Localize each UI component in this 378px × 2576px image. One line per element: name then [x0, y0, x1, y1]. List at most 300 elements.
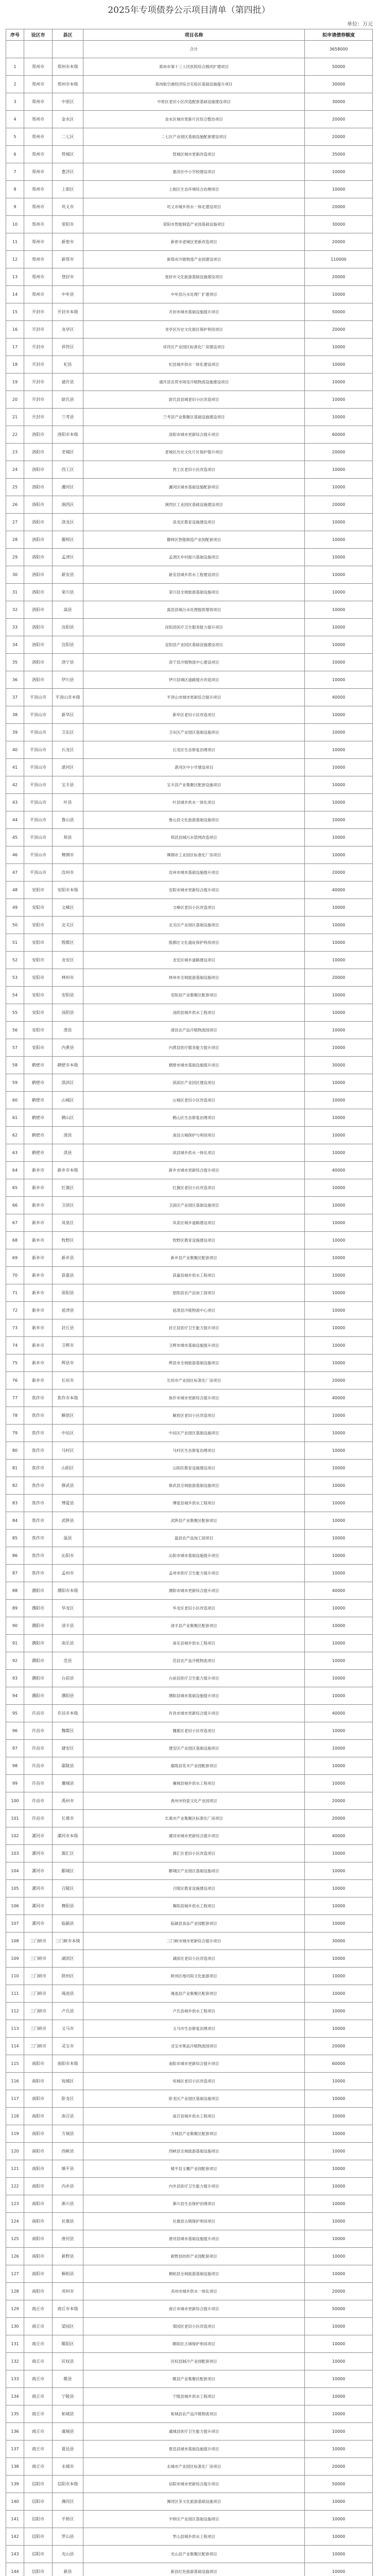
row-city: 南阳市 — [24, 2230, 53, 2248]
row-index: 141 — [6, 2511, 24, 2528]
row-city: 三门峡市 — [24, 2038, 53, 2055]
row-amount: 10000 — [305, 338, 373, 356]
row-amount: 10000 — [305, 479, 373, 496]
table-row — [6, 1197, 373, 1214]
table-row — [6, 1389, 373, 1407]
row-amount: 10000 — [305, 636, 373, 654]
table-row — [6, 2423, 373, 2441]
table-row — [6, 1179, 373, 1197]
row-city: 焦作市 — [24, 1512, 53, 1530]
row-index: 136 — [6, 2423, 24, 2441]
row-city: 信阳市 — [24, 2528, 53, 2546]
row-city: 洛阳市 — [24, 531, 53, 549]
table-row — [6, 549, 373, 566]
row-city: 平顶山市 — [24, 706, 53, 724]
row-county: 浉河区 — [53, 2493, 83, 2511]
row-index: 4 — [6, 111, 24, 128]
row-project-name: 邓州市城乡供水一体化项目 — [83, 2283, 305, 2300]
row-amount: 10000 — [305, 952, 373, 969]
row-amount: 10000 — [305, 1425, 373, 1442]
row-project-name: 西工区老旧小区改造项目 — [83, 461, 305, 479]
row-city: 鹤壁市 — [24, 1109, 53, 1127]
row-amount: 10000 — [305, 2493, 373, 2511]
row-amount: 10000 — [305, 1915, 373, 1933]
table-row — [6, 969, 373, 987]
row-county: 安阳市本级 — [53, 882, 83, 899]
row-amount: 10000 — [305, 899, 373, 917]
row-index: 24 — [6, 461, 24, 479]
row-project-name: 睢阳区古城保护利用项目 — [83, 2335, 305, 2353]
row-index: 131 — [6, 2335, 24, 2353]
row-city: 焦作市 — [24, 1460, 53, 1477]
row-amount: 10000 — [305, 2423, 373, 2441]
table-row — [6, 1074, 373, 1092]
row-index: 95 — [6, 1705, 24, 1722]
row-index: 138 — [6, 2458, 24, 2476]
row-project-name: 凤泉区城乡道路建设项目 — [83, 1214, 305, 1232]
row-index: 120 — [6, 2143, 24, 2160]
row-project-name: 淇滨区产业园区建设项目 — [83, 1074, 305, 1092]
row-amount: 20000 — [305, 1792, 373, 1810]
row-project-name: 淇县城乡供水一体化项目 — [83, 1144, 305, 1162]
row-index: 79 — [6, 1425, 24, 1442]
row-amount: 10000 — [305, 1109, 373, 1127]
row-project-name: 方城县产业集聚区配套项目 — [83, 2125, 305, 2143]
row-city: 南阳市 — [24, 2125, 53, 2143]
table-row — [6, 2125, 373, 2143]
table-row — [6, 128, 373, 146]
row-county: 金水区 — [53, 111, 83, 128]
row-index: 75 — [6, 1354, 24, 1372]
row-project-name: 管城区城市更新改造项目 — [83, 146, 305, 163]
table-row — [6, 1968, 373, 1985]
table-header-row — [6, 29, 373, 41]
table-row — [6, 2020, 373, 2038]
row-amount: 10000 — [305, 619, 373, 636]
row-county: 鹤壁市本级 — [53, 1057, 83, 1074]
row-index: 1 — [6, 58, 24, 76]
row-city: 新乡市 — [24, 1179, 53, 1197]
row-project-name: 郾城区产业园区基础设施项目 — [83, 1862, 305, 1880]
row-city: 郑州市 — [24, 58, 53, 76]
row-amount: 10000 — [305, 1617, 373, 1635]
table-row — [6, 374, 373, 391]
row-project-name: 永城市产业园区标准化厂房项目 — [83, 2458, 305, 2476]
row-index: 103 — [6, 1845, 24, 1862]
table-row — [6, 1372, 373, 1389]
row-county: 方城县 — [53, 2125, 83, 2143]
row-index: 123 — [6, 2195, 24, 2213]
row-project-name: 武陟县产业集聚区配套项目 — [83, 1512, 305, 1530]
row-county: 鲁山县 — [53, 811, 83, 829]
table-row — [6, 514, 373, 531]
row-county: 清丰县 — [53, 1617, 83, 1635]
row-project-name: 平桥区产业园区基础设施项目 — [83, 2511, 305, 2528]
row-amount: 10000 — [305, 1775, 373, 1792]
row-index: 7 — [6, 163, 24, 181]
table-row — [6, 2511, 373, 2528]
row-county: 光山县 — [53, 2546, 83, 2563]
row-index: 92 — [6, 1652, 24, 1670]
table-row — [6, 1039, 373, 1057]
row-project-name: 新华区老旧小区改造项目 — [83, 706, 305, 724]
row-city: 南阳市 — [24, 2108, 53, 2125]
row-index: 31 — [6, 584, 24, 601]
row-index: 132 — [6, 2353, 24, 2370]
row-project-name: 民权县制冷产业园配套项目 — [83, 2353, 305, 2370]
row-project-name: 新野县纺织产业园配套项目 — [83, 2248, 305, 2265]
row-project-name: 舞钢市工业园区标准化厂房项目 — [83, 846, 305, 864]
row-amount: 30000 — [305, 1933, 373, 1950]
row-county: 修武县 — [53, 1477, 83, 1495]
row-city: 南阳市 — [24, 2160, 53, 2178]
row-index: 104 — [6, 1862, 24, 1880]
row-city: 洛阳市 — [24, 549, 53, 566]
row-city: 开封市 — [24, 409, 53, 426]
table-row — [6, 1722, 373, 1740]
table-row — [6, 1267, 373, 1284]
row-index: 22 — [6, 426, 24, 444]
row-city: 信阳市 — [24, 2563, 53, 2576]
row-city: 信阳市 — [24, 2546, 53, 2563]
row-index: 28 — [6, 531, 24, 549]
row-county: 宜阳县 — [53, 636, 83, 654]
row-project-name: 安阳市城市更新综合提升项目 — [83, 882, 305, 899]
row-city: 安阳市 — [24, 899, 53, 917]
row-index: 54 — [6, 987, 24, 1004]
table-row — [6, 1687, 373, 1705]
row-project-name: 山阳区教育设施建设项目 — [83, 1460, 305, 1477]
row-index: 23 — [6, 444, 24, 461]
row-index: 143 — [6, 2546, 24, 2563]
row-county: 兰考县 — [53, 409, 83, 426]
row-county: 湖滨区 — [53, 1950, 83, 1968]
row-county: 武陟县 — [53, 1512, 83, 1530]
row-project-name: 濮阳市城市更新综合提升项目 — [83, 1582, 305, 1600]
row-index: 100 — [6, 1792, 24, 1810]
row-county: 华龙区 — [53, 1600, 83, 1617]
row-city: 开封市 — [24, 374, 53, 391]
row-amount: 10000 — [305, 1460, 373, 1477]
row-project-name: 淅川县生态保护治理项目 — [83, 2195, 305, 2213]
table-row — [6, 584, 373, 601]
row-amount: 10000 — [305, 1022, 373, 1039]
row-project-name: 西峡县全域旅游基础设施项目 — [83, 2143, 305, 2160]
table-body — [6, 41, 373, 2576]
row-index: 35 — [6, 654, 24, 671]
row-project-name: 滑县农产品冷链物流园项目 — [83, 1022, 305, 1039]
row-amount: 10000 — [305, 1687, 373, 1705]
row-project-name: 新乡市城市更新综合提升项目 — [83, 1162, 305, 1179]
row-city: 濮阳市 — [24, 1687, 53, 1705]
row-amount: 10000 — [305, 1495, 373, 1512]
row-project-name: 新安县城乡供水工程建设项目 — [83, 566, 305, 584]
row-amount: 10000 — [305, 1039, 373, 1057]
table-row — [6, 1442, 373, 1460]
row-county: 马村区 — [53, 1442, 83, 1460]
row-city: 安阳市 — [24, 882, 53, 899]
table-row — [6, 759, 373, 776]
row-city: 安阳市 — [24, 917, 53, 934]
row-project-name: 中牟县污水处理厂扩建项目 — [83, 286, 305, 303]
row-index: 133 — [6, 2370, 24, 2388]
row-project-name: 鹤壁市城市基础设施提升项目 — [83, 1057, 305, 1074]
table-row — [6, 1127, 373, 1144]
row-city: 洛阳市 — [24, 479, 53, 496]
table-row — [6, 1862, 373, 1880]
row-city: 洛阳市 — [24, 584, 53, 601]
row-county: 郑州市本级 — [53, 76, 83, 93]
row-county: 获嘉县 — [53, 1267, 83, 1284]
row-city: 许昌市 — [24, 1810, 53, 1827]
row-index: 69 — [6, 1249, 24, 1267]
row-county: 永城市 — [53, 2458, 83, 2476]
row-project-name: 罗山县城乡供水工程项目 — [83, 2528, 305, 2546]
row-project-name: 获嘉县城乡供水工程项目 — [83, 1267, 305, 1284]
row-amount: 10000 — [305, 1214, 373, 1232]
row-city: 焦作市 — [24, 1530, 53, 1547]
table-row — [6, 444, 373, 461]
row-city: 许昌市 — [24, 1775, 53, 1792]
row-city: 新乡市 — [24, 1214, 53, 1232]
row-index: 101 — [6, 1810, 24, 1827]
table-row — [6, 216, 373, 233]
row-amount: 20000 — [305, 1372, 373, 1389]
row-county: 陕州区 — [53, 1968, 83, 1985]
row-city: 安阳市 — [24, 934, 53, 952]
row-city: 平顶山市 — [24, 776, 53, 794]
table-row — [6, 2213, 373, 2230]
table-row — [6, 776, 373, 794]
row-city: 南阳市 — [24, 2265, 53, 2283]
row-index: 45 — [6, 829, 24, 846]
table-row — [6, 2318, 373, 2335]
row-project-name: 卫滨区产业园区基础设施项目 — [83, 1197, 305, 1214]
row-project-name: 新乡县产业集聚区配套项目 — [83, 1249, 305, 1267]
row-index: 118 — [6, 2108, 24, 2125]
row-project-name: 湖滨区老旧小区改造项目 — [83, 1950, 305, 1968]
table-row — [6, 1162, 373, 1179]
row-project-name: 南阳市城市更新综合提升项目 — [83, 2055, 305, 2073]
row-project-name: 陕州区地坑院文化旅游项目 — [83, 1968, 305, 1985]
row-city: 郑州市 — [24, 251, 53, 268]
row-city: 新乡市 — [24, 1302, 53, 1319]
row-amount: 10000 — [305, 549, 373, 566]
row-county: 上街区 — [53, 181, 83, 198]
row-project-name: 郑州市第十三人民医院综合楼改扩建项目 — [83, 58, 305, 76]
row-amount: 50000 — [305, 2476, 373, 2493]
row-amount: 20000 — [305, 268, 373, 286]
table-row — [6, 2335, 373, 2353]
row-county: 中站区 — [53, 1425, 83, 1442]
table-row — [6, 1757, 373, 1775]
row-project-name: 山城区老旧小区改造项目 — [83, 1092, 305, 1109]
row-amount: 40000 — [305, 1389, 373, 1407]
row-amount: 10000 — [305, 2108, 373, 2125]
table-row — [6, 531, 373, 549]
row-city: 许昌市 — [24, 1740, 53, 1757]
row-index: 76 — [6, 1372, 24, 1389]
row-county: 延津县 — [53, 1302, 83, 1319]
row-index: 62 — [6, 1127, 24, 1144]
table-row — [6, 689, 373, 706]
row-amount: 10000 — [305, 2265, 373, 2283]
row-county: 孟津区 — [53, 549, 83, 566]
row-county: 西工区 — [53, 461, 83, 479]
row-index: 53 — [6, 969, 24, 987]
row-index: 129 — [6, 2300, 24, 2318]
row-project-name: 上街区生态环境综合治理项目 — [83, 181, 305, 198]
row-amount: 30000 — [305, 216, 373, 233]
row-project-name: 荥阳市智能制造产业园基础设施项目 — [83, 216, 305, 233]
row-amount: 10000 — [305, 1302, 373, 1319]
row-project-name: 新密市老城区更新改造项目 — [83, 233, 305, 251]
row-project-name: 卫辉市城市基础设施提升项目 — [83, 1337, 305, 1354]
table-row — [6, 1512, 373, 1530]
row-index: 127 — [6, 2265, 24, 2283]
row-city: 开封市 — [24, 391, 53, 409]
table-row — [6, 829, 373, 846]
row-index: 119 — [6, 2125, 24, 2143]
row-index: 142 — [6, 2528, 24, 2546]
row-city: 商丘市 — [24, 2335, 53, 2353]
row-project-name: 灵宝市果品冷链物流园项目 — [83, 2038, 305, 2055]
row-city: 鹤壁市 — [24, 1057, 53, 1074]
row-index: 36 — [6, 671, 24, 689]
row-project-name: 新县红色旅游基础设施项目 — [83, 2563, 305, 2576]
row-project-name: 修武县全域旅游基础设施项目 — [83, 1477, 305, 1495]
table-row — [6, 321, 373, 338]
row-county: 社旗县 — [53, 2213, 83, 2230]
row-amount: 10000 — [305, 566, 373, 584]
row-county: 北关区 — [53, 917, 83, 934]
row-index: 21 — [6, 409, 24, 426]
table-row — [6, 1302, 373, 1319]
row-amount: 10000 — [305, 917, 373, 934]
table-row — [6, 1915, 373, 1933]
row-index: 89 — [6, 1600, 24, 1617]
row-amount: 10000 — [305, 601, 373, 619]
row-index: 96 — [6, 1722, 24, 1740]
table-row — [6, 952, 373, 969]
row-city: 开封市 — [24, 356, 53, 374]
row-county: 中牟县 — [53, 286, 83, 303]
row-index: 80 — [6, 1442, 24, 1460]
row-index: 126 — [6, 2248, 24, 2265]
table-row — [6, 2476, 373, 2493]
row-amount: 10000 — [305, 1897, 373, 1915]
row-index: 3 — [6, 93, 24, 111]
row-index: 57 — [6, 1039, 24, 1057]
row-project-name: 石龙区生态修复治理项目 — [83, 741, 305, 759]
row-index: 98 — [6, 1757, 24, 1775]
row-county: 新密市 — [53, 233, 83, 251]
row-index: 5 — [6, 128, 24, 146]
table-row — [6, 251, 373, 268]
row-county: 濮阳县 — [53, 1687, 83, 1705]
row-amount: 10000 — [305, 2248, 373, 2265]
document-title: 2025年专项债券公示项目清单（第四批） — [108, 5, 270, 15]
row-project-name: 夏邑县城市基础设施提升项目 — [83, 2441, 305, 2458]
row-index: 15 — [6, 303, 24, 321]
row-amount: 10000 — [305, 671, 373, 689]
table-row — [6, 303, 373, 321]
row-index: 108 — [6, 1933, 24, 1950]
row-project-name: 汝阳县医疗卫生服务能力提升项目 — [83, 619, 305, 636]
row-city: 平顶山市 — [24, 794, 53, 811]
row-amount: 10000 — [305, 2335, 373, 2353]
row-county: 瀍河区 — [53, 479, 83, 496]
table-row — [6, 1249, 373, 1267]
row-project-name: 宜阳县产业园区基础设施建设项目 — [83, 636, 305, 654]
table-row — [6, 654, 373, 671]
row-project-name: 祥符区产业园区标准化厂房建设项目 — [83, 338, 305, 356]
row-amount: 10000 — [305, 1512, 373, 1530]
row-county: 卫东区 — [53, 724, 83, 741]
row-index: 109 — [6, 1950, 24, 1968]
row-county: 睢阳区 — [53, 2335, 83, 2353]
row-project-name: 镇平县玉雕产业园配套项目 — [83, 2160, 305, 2178]
row-county: 襄城县 — [53, 1775, 83, 1792]
row-index: 107 — [6, 1915, 24, 1933]
row-city: 南阳市 — [24, 2195, 53, 2213]
row-county: 唐河县 — [53, 2230, 83, 2248]
row-index: 43 — [6, 794, 24, 811]
table-row — [6, 917, 373, 934]
row-amount: 10000 — [305, 1004, 373, 1022]
row-amount: 10000 — [305, 2090, 373, 2108]
row-project-name: 郏县县城污水管网改造项目 — [83, 829, 305, 846]
row-project-name: 魏都区老旧小区改造项目 — [83, 1722, 305, 1740]
total-city — [24, 41, 53, 58]
row-amount: 10000 — [305, 461, 373, 479]
row-county: 灵宝市 — [53, 2038, 83, 2055]
row-project-name: 牧野区教育设施建设项目 — [83, 1232, 305, 1249]
row-index: 139 — [6, 2476, 24, 2493]
row-city: 郑州市 — [24, 76, 53, 93]
row-county: 禹州市 — [53, 1792, 83, 1810]
row-amount: 60000 — [305, 426, 373, 444]
row-index: 78 — [6, 1407, 24, 1425]
row-amount: 10000 — [305, 2528, 373, 2546]
row-county: 登封市 — [53, 268, 83, 286]
row-county: 洛阳市本级 — [53, 426, 83, 444]
row-amount: 10000 — [305, 654, 373, 671]
row-index: 8 — [6, 181, 24, 198]
table-row — [6, 1845, 373, 1862]
row-city: 三门峡市 — [24, 2003, 53, 2020]
row-amount: 10000 — [305, 1968, 373, 1985]
table-row — [6, 409, 373, 426]
table-row — [6, 198, 373, 216]
row-project-name: 唐河县城市基础设施提升项目 — [83, 2230, 305, 2248]
row-amount: 20000 — [305, 2038, 373, 2055]
row-county: 孟州市 — [53, 1565, 83, 1582]
table-row — [6, 2528, 373, 2546]
row-city: 焦作市 — [24, 1495, 53, 1512]
row-index: 47 — [6, 864, 24, 882]
table-row — [6, 1950, 373, 1968]
table-row — [6, 1897, 373, 1915]
row-index: 112 — [6, 2003, 24, 2020]
row-amount: 10000 — [305, 1249, 373, 1267]
table-row — [6, 2038, 373, 2055]
row-project-name: 平顶山市城市更新综合提升项目 — [83, 689, 305, 706]
row-project-name: 召陵区教育设施建设项目 — [83, 1880, 305, 1897]
table-row — [6, 811, 373, 829]
row-index: 30 — [6, 566, 24, 584]
row-project-name: 鄢陵县花木产业园配套项目 — [83, 1757, 305, 1775]
